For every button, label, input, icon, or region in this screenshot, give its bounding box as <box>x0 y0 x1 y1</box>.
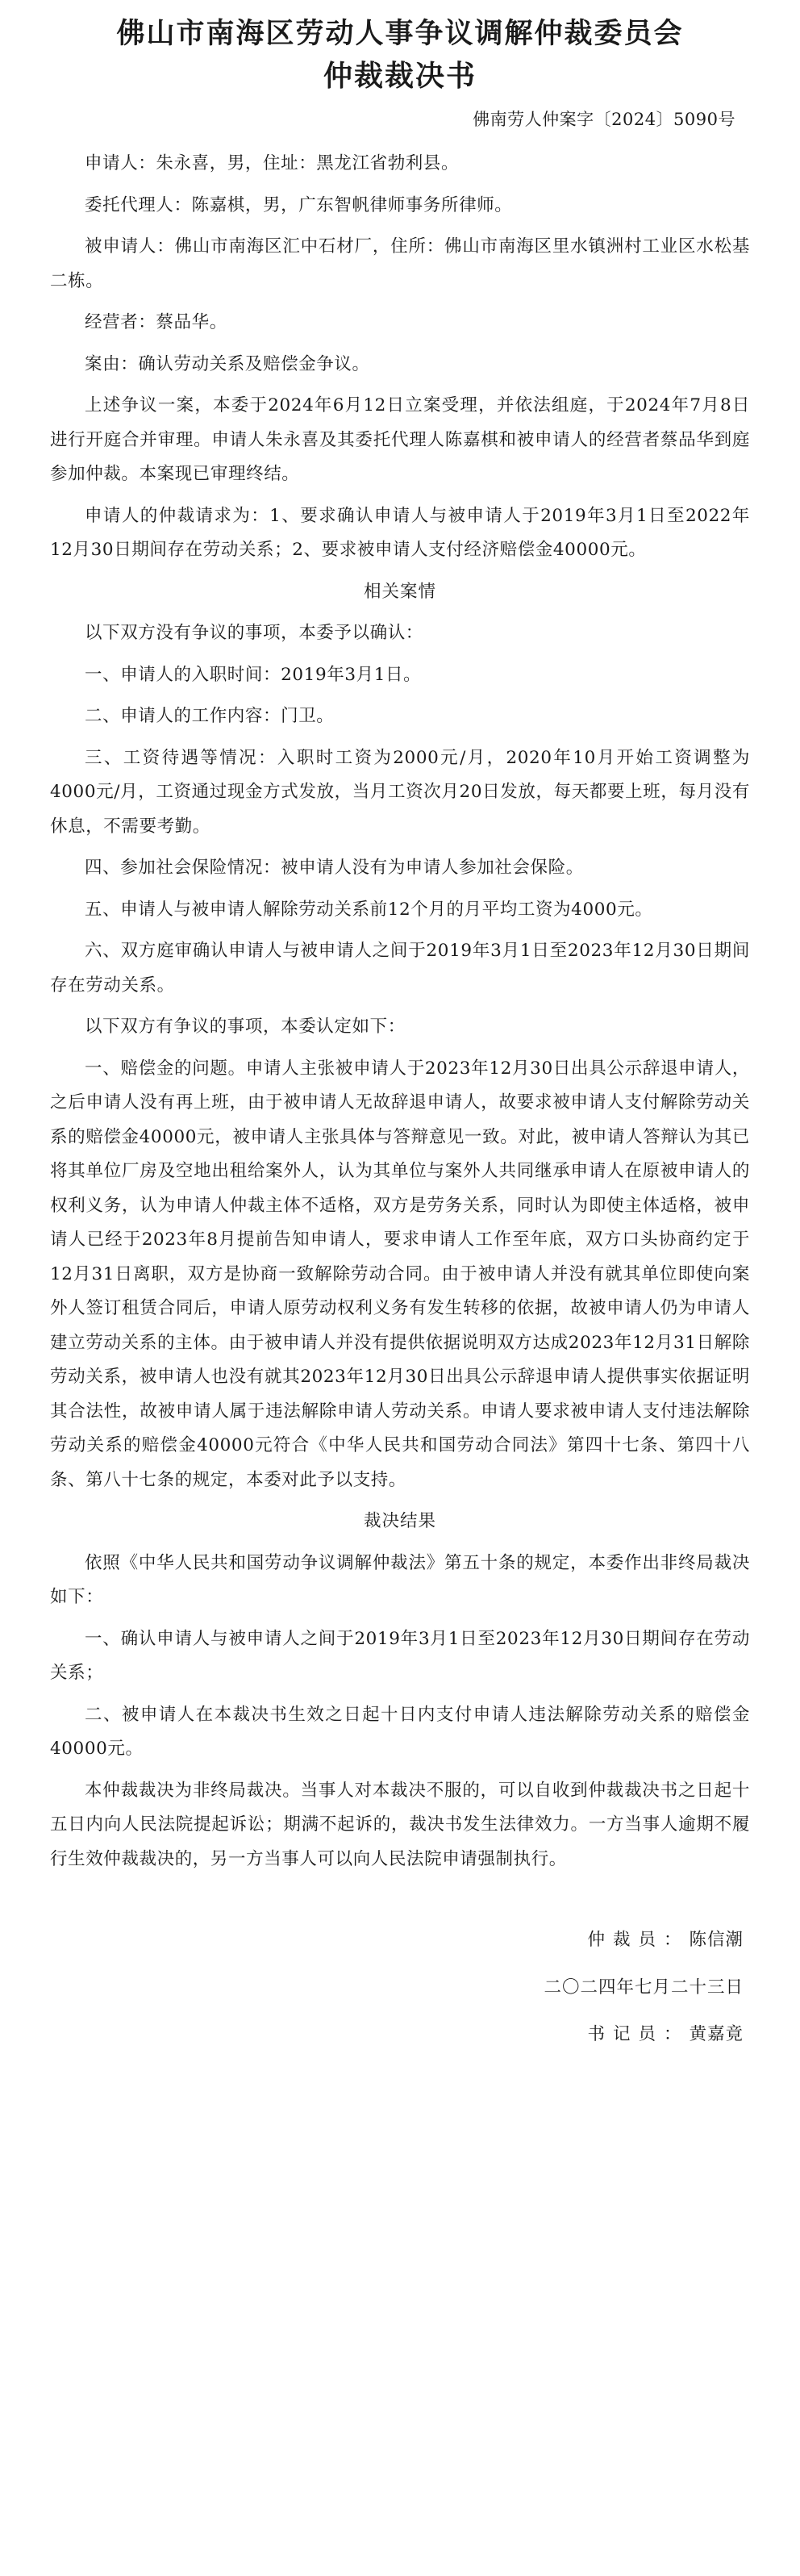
fact-average-wage: 五、申请人与被申请人解除劳动关系前12个月的月平均工资为4000元。 <box>85 899 653 920</box>
parties-section <box>50 147 750 382</box>
undisputed-intro: 以下双方没有争议的事项，本委予以确认： <box>85 623 423 643</box>
document-type-title: 仲裁裁决书 <box>323 59 477 93</box>
fact-social-insurance: 四、参加社会保险情况：被申请人没有为申请人参加社会保险。 <box>85 858 584 878</box>
arbitrator-role: 仲裁员： <box>587 1930 690 1950</box>
arbitrator-name: 陈信潮 <box>689 1930 744 1950</box>
issuing-organization: 佛山市南海区劳动人事争议调解仲裁委员会 <box>116 17 684 50</box>
signature-block <box>50 1923 750 2052</box>
intro-section <box>50 389 750 568</box>
case-facts-section <box>50 575 750 1498</box>
clerk-role: 书记员： <box>587 2024 690 2044</box>
case-number: 佛南劳人仲案字〔2024〕5090号 <box>473 110 735 129</box>
applicant-info: 申请人：朱永喜，男，住址：黑龙江省勃利县。 <box>85 153 460 173</box>
clerk-name: 黄嘉竟 <box>689 2024 744 2044</box>
operator-info: 经营者：蔡品华。 <box>85 312 227 332</box>
award-item-2: 二、被申请人在本裁决书生效之日起十日内支付申请人违法解除劳动关系的赔偿金40000元。 <box>50 1704 750 1759</box>
fact-labor-relation: 六、双方庭审确认申请人与被申请人之间于2019年3月1日至2023年12月30日期间存在劳动关系。 <box>50 941 750 996</box>
legal-basis: 依照《中华人民共和国劳动争议调解仲裁法》第五十条的规定，本委作出非终局裁决如下： <box>50 1552 750 1607</box>
award-item-1: 一、确认申请人与被申请人之间于2019年3月1日至2023年12月30日期间存在劳动关系； <box>50 1628 750 1683</box>
disputed-intro: 以下双方有争议的事项，本委认定如下： <box>85 1017 406 1037</box>
appeal-notice: 本仲裁裁决为非终局裁决。当事人对本裁决不服的，可以自收到仲裁裁决书之日起十五日内向人民法院提起诉讼；期满不起诉的，裁决书发生法律效力。一方当事人逾期不履行生效仲裁裁决的，另一方当事人可以向人民法院申请强制执行。 <box>50 1780 750 1869</box>
award-heading: 裁决结果 <box>363 1511 436 1531</box>
claims-paragraph: 申请人的仲裁请求为：1、要求确认申请人与被申请人于2019年3月1日至2022年12月30日期间存在劳动关系；2、要求被申请人支付经济赔偿金40000元。 <box>50 505 750 560</box>
fact-wages: 三、工资待遇等情况：入职时工资为2000元/月，2020年10月开始工资调整为4000元/月，工资通过现金方式发放，当月工资次月20日发放，每天都要上班，每月没有休息，不需要考勤。 <box>50 747 750 837</box>
fact-entry-date: 一、申请人的入职时间：2019年3月1日。 <box>85 664 422 685</box>
case-acceptance-paragraph: 上述争议一案，本委于2024年6月12日立案受理，并依法组庭，于2024年7月8日进行开庭合并审理。申请人朱永喜及其委托代理人陈嘉棋和被申请人的经营者蔡品华到庭参加仲裁。本案现已审理终结。 <box>50 395 750 484</box>
case-facts-heading: 相关案情 <box>363 581 436 602</box>
fact-job-content: 二、申请人的工作内容：门卫。 <box>85 706 335 726</box>
respondent-info: 被申请人：佛山市南海区汇中石材厂，住所：佛山市南海区里水镇洲村工业区水松基二栋。 <box>50 236 750 291</box>
clerk-line <box>50 2018 744 2052</box>
compensation-analysis: 一、赔偿金的问题。申请人主张被申请人于2023年12月30日出具公示辞退申请人，之后申请人没有再上班，由于被申请人无故辞退申请人，故要求被申请人支付解除劳动关系的赔偿金40000元，被申请人主张具体与答辩意见一致。对此，被申请人答辩认为其已将其单位厂房及空地出租给案外人，认为其单位与案外人共同继承申请人在原被申请人的权利义务，认为申请人仲裁主体不适格，双方是劳务关系，同时认为即使主体适格，被申请人已经于2023年8月提前告知申请人，要求申请人工作至年底，双方口头协商约定于12月31日离职，双方是协商一致解除劳动合同。由于被申请人并没有就其单位即使向案外人签订租赁合同后，申请人原劳动权利义务有发生转移的依据，故被申请人仍为申请人建立劳动关系的主体。由于被申请人并没有提供依据说明双方达成2023年12月31日解除劳动关系，被申请人也没有就其2023年12月30日出具公示辞退申请人提供事实依据证明其合法性，故被申请人属于违法解除申请人劳动关系。申请人要求被申请人支付违法解除劳动关系的赔偿金40000元符合《中华人民共和国劳动合同法》第四十七条、第四十八条、第八十七条的规定，本委对此予以支持。 <box>50 1058 750 1490</box>
arbitrator-line <box>50 1923 744 1958</box>
cause-of-action: 案由：确认劳动关系及赔偿金争议。 <box>85 353 370 374</box>
agent-info: 委托代理人：陈嘉棋，男，广东智帆律师事务所律师。 <box>85 194 513 215</box>
award-date: 二〇二四年七月二十三日 <box>544 1977 744 1998</box>
award-section <box>50 1505 750 1877</box>
